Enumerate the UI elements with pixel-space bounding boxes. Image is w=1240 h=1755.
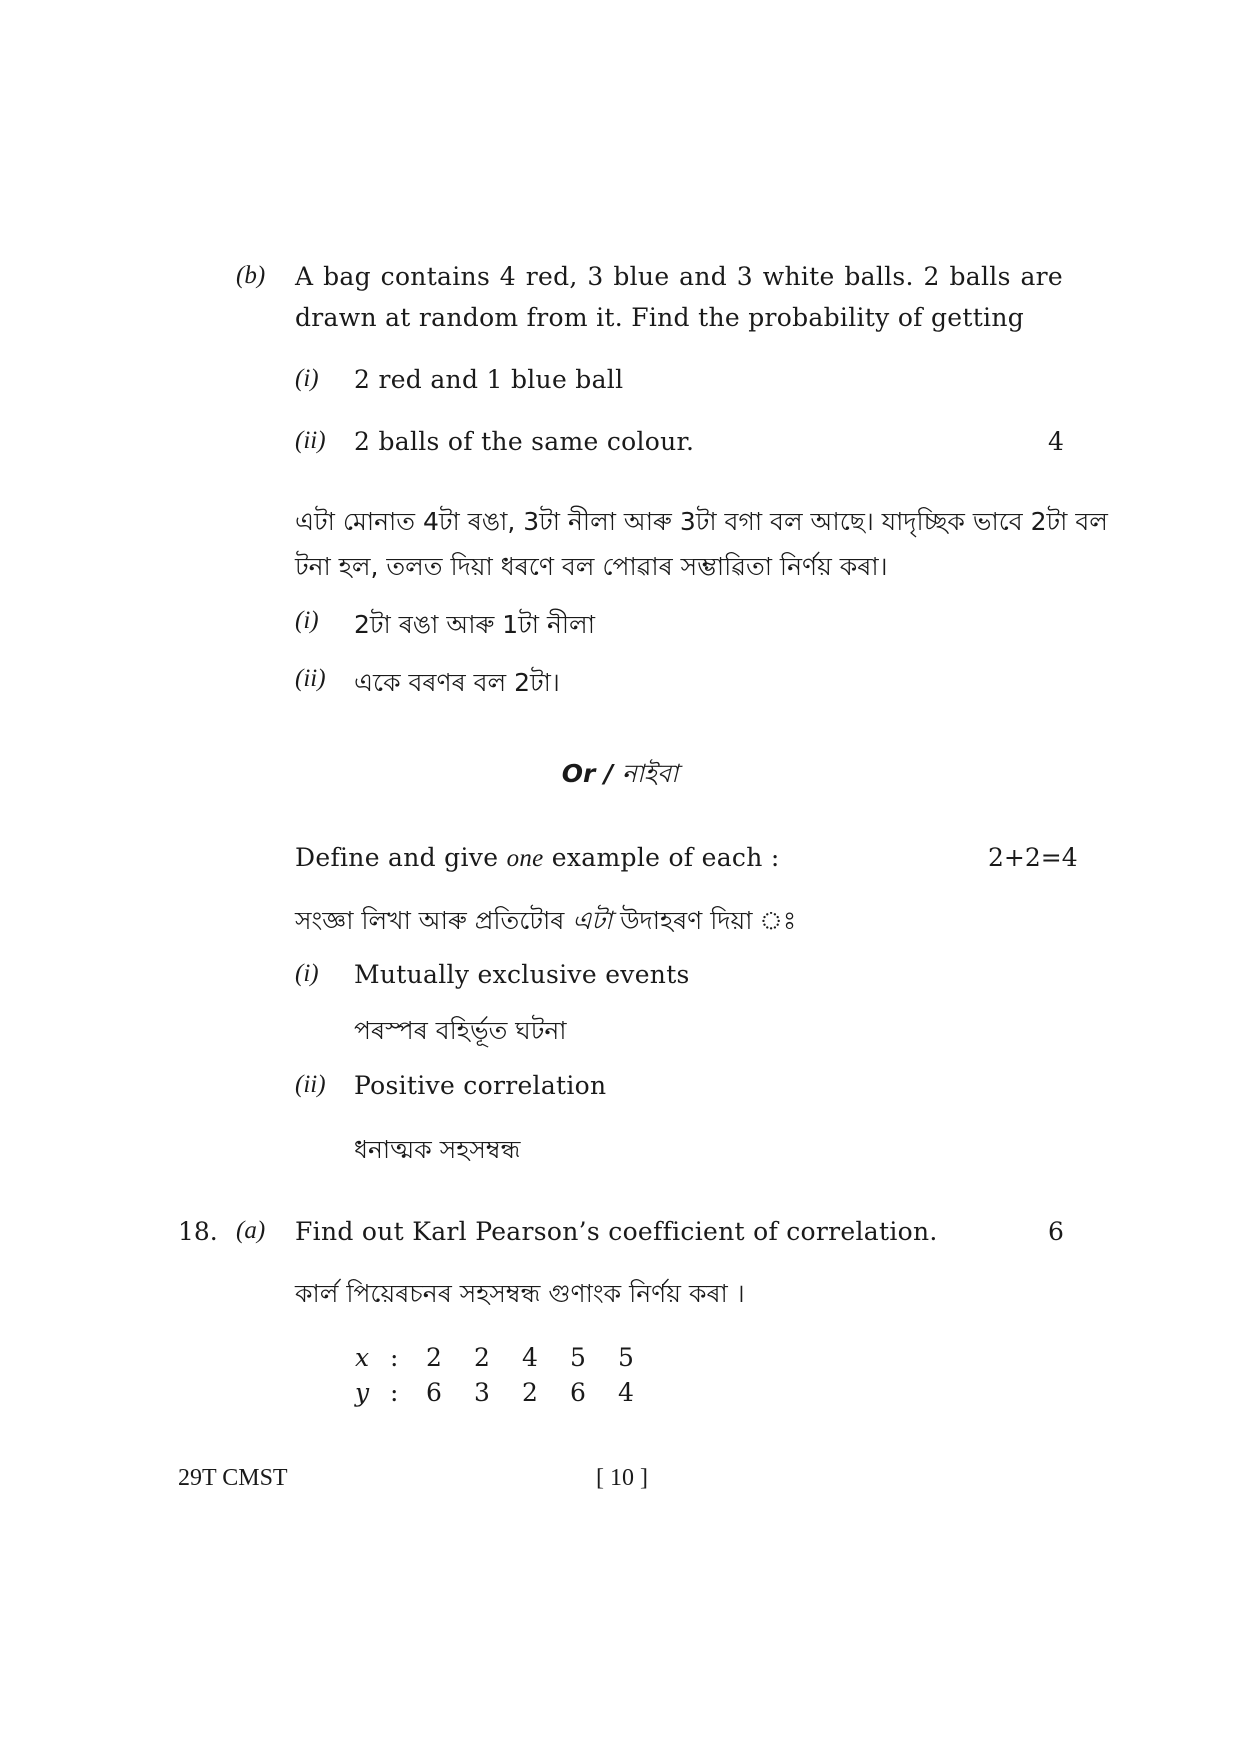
part-b-assamese-item-1-label: (i) bbox=[295, 607, 319, 634]
or-heading bbox=[0, 754, 1240, 797]
x-colon: : bbox=[390, 1343, 399, 1372]
table-cell: 4 bbox=[618, 1378, 634, 1407]
alt-question-marks: 2+2=4 bbox=[988, 843, 1078, 872]
alt-question-assamese-emphasis: এটা bbox=[572, 906, 613, 935]
alt-item-2-label: (ii) bbox=[295, 1071, 326, 1098]
part-b-line-2: drawn at random from it. Find the probability of getting bbox=[295, 303, 1025, 332]
part-b-item-1-text: 2 red and 1 blue ball bbox=[354, 365, 624, 394]
y-colon: : bbox=[390, 1378, 399, 1407]
or-heading-english: Or bbox=[561, 759, 596, 788]
alt-question-text-post: example of each : bbox=[543, 843, 780, 872]
part-b-item-1-label: (i) bbox=[295, 365, 319, 392]
q18-text: Find out Karl Pearson’s coefficient of correlation. bbox=[295, 1217, 938, 1246]
table-cell: 6 bbox=[570, 1378, 586, 1407]
table-cell: 2 bbox=[474, 1343, 490, 1372]
q18-assamese-text: কাৰ্ল পিয়েৰচনৰ সহসম্বন্ধ গুণাংক নিৰ্ণয় কৰা । bbox=[295, 1279, 745, 1308]
alt-item-2-english: Positive correlation bbox=[354, 1071, 607, 1100]
alt-item-2-assamese: ধনাত্মক সহসম্বন্ধ bbox=[354, 1135, 521, 1164]
alt-question-assamese-line bbox=[295, 901, 796, 944]
part-b-assamese-item-2-text: একে বৰণৰ বল 2টা। bbox=[354, 668, 560, 697]
table-cell: 6 bbox=[426, 1378, 442, 1407]
alt-question-assamese-pre: সংজ্ঞা লিখা আৰু প্ৰতিটোৰ bbox=[295, 906, 573, 935]
q18-label: (a) bbox=[236, 1217, 266, 1244]
or-heading-separator: / bbox=[595, 759, 622, 788]
part-b-line-1: A bag contains 4 red, 3 blue and 3 white balls. 2 balls are bbox=[295, 262, 1063, 291]
table-cell: 3 bbox=[474, 1378, 490, 1407]
alt-question-text-pre: Define and give bbox=[295, 843, 507, 872]
footer-code: 29T CMST bbox=[178, 1465, 288, 1491]
part-b-label: (b) bbox=[236, 262, 266, 289]
alt-item-1-english: Mutually exclusive events bbox=[354, 960, 690, 989]
part-b-assamese-item-2-label: (ii) bbox=[295, 665, 326, 692]
alt-item-1-label: (i) bbox=[295, 960, 319, 987]
table-cell: 5 bbox=[618, 1343, 634, 1372]
page-number: [ 10 ] bbox=[596, 1465, 648, 1491]
table-cell: 2 bbox=[426, 1343, 442, 1372]
y-label: y bbox=[355, 1378, 370, 1407]
part-b-assamese-item-1-text: 2টা ৰঙা আৰু 1টা নীলা bbox=[354, 610, 595, 639]
table-cell: 5 bbox=[570, 1343, 586, 1372]
part-b-assamese-line-2: টনা হল, তলত দিয়া ধৰণে বল পোৱাৰ সম্ভাৱিতা নিৰ্ণয় কৰা। bbox=[295, 552, 888, 581]
part-b-marks: 4 bbox=[1048, 427, 1064, 456]
or-heading-assamese: নাইবা bbox=[621, 759, 679, 788]
table-row-y bbox=[355, 1375, 650, 1410]
alt-item-1-assamese: পৰস্পৰ বহিৰ্ভূত ঘটনা bbox=[354, 1016, 567, 1045]
table-cell: 4 bbox=[522, 1343, 538, 1372]
data-table bbox=[355, 1340, 650, 1410]
table-cell: 2 bbox=[522, 1378, 538, 1407]
part-b-assamese-line-1: এটা মোনাত 4টা ৰঙা, 3টা নীলা আৰু 3টা বগা বল আছে। যাদৃচ্ছিক ভাবে 2টা বল bbox=[295, 507, 1108, 536]
alt-question-text-emphasis: one bbox=[506, 845, 544, 872]
part-b-item-2-label: (ii) bbox=[295, 427, 326, 454]
table-row-x bbox=[355, 1340, 650, 1375]
q18-number: 18. bbox=[178, 1217, 218, 1246]
alt-question-line bbox=[295, 843, 780, 873]
alt-question-assamese-post: উদাহৰণ দিয়া ঃ bbox=[612, 906, 797, 935]
x-label: x bbox=[355, 1343, 370, 1372]
part-b-item-2-text: 2 balls of the same colour. bbox=[354, 427, 695, 456]
q18-marks: 6 bbox=[1048, 1217, 1064, 1246]
